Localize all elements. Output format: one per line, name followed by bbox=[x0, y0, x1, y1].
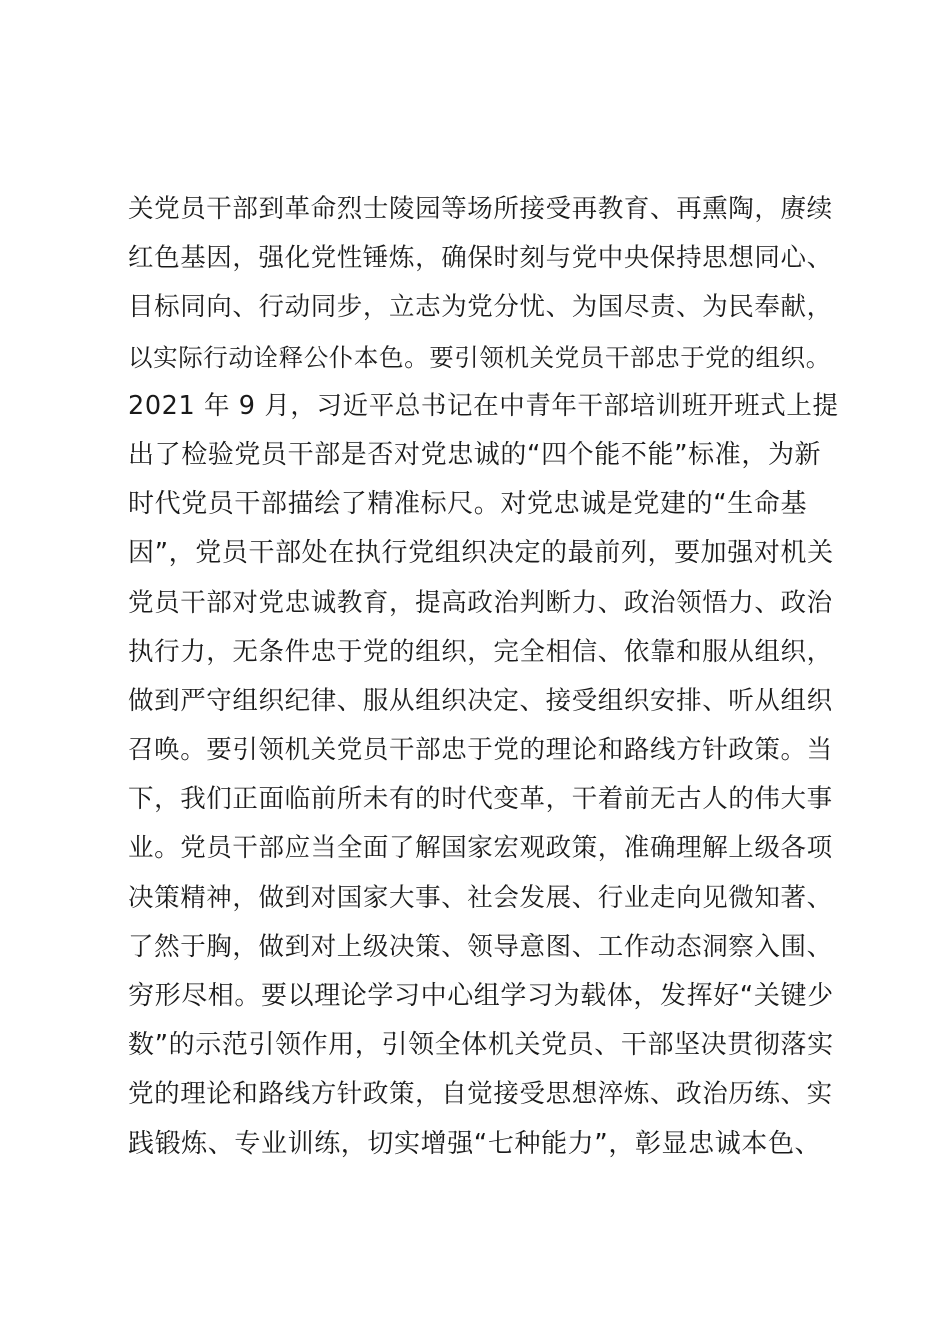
text-line: 红色基因，强化党性锤炼，确保时刻与党中央保持思想同心、 bbox=[128, 243, 833, 274]
text-line: 业。党员干部应当全面了解国家宏观政策，准确理解上级各项 bbox=[128, 833, 833, 864]
text-line: 做到严守组织纪律、服从组织决定、接受组织安排、听从组织 bbox=[128, 685, 833, 716]
text-line: 关党员干部到革命烈士陵园等场所接受再教育、再熏陶，赓续 bbox=[128, 194, 833, 224]
text-line: 目标同向、行动同步，立志为党分忧、为国尽责、为民奉献， bbox=[128, 292, 833, 323]
text-line: 因”，党员干部处在执行党组织决定的最前列，要加强对机关 bbox=[128, 538, 834, 569]
text-line: 践锻炼、专业训练，切实增强“七种能力”，彰显忠诚本色、 bbox=[128, 1128, 822, 1159]
text-line: 决策精神，做到对国家大事、社会发展、行业走向见微知著、 bbox=[128, 882, 833, 913]
text-line: 下，我们正面临前所未有的时代变革，干着前无古人的伟大事 bbox=[128, 784, 833, 815]
text-line: 出了检验党员干部是否对党忠诚的“四个能不能”标准，为新 bbox=[128, 439, 822, 470]
text-line: 以实际行动诠释公仆本色。要引领机关党员干部忠于党的组织。 bbox=[128, 342, 831, 372]
text-line: 2021 年 9 月，习近平总书记在中青年干部培训班开班式上提 bbox=[128, 390, 839, 421]
text-line: 数”的示范引领作用，引领全体机关党员、干部坚决贯彻落实 bbox=[128, 1030, 834, 1061]
text-line: 党员干部对党忠诚教育，提高政治判断力、政治领悟力、政治 bbox=[128, 587, 833, 618]
text-line: 召唤。要引领机关党员干部忠于党的理论和路线方针政策。当 bbox=[128, 735, 833, 766]
text-line: 穷形尽相。要以理论学习中心组学习为载体，发挥好“关键少 bbox=[128, 981, 834, 1011]
text-line: 执行力，无条件忠于党的组织，完全相信、依靠和服从组织， bbox=[128, 636, 833, 667]
text-line: 党的理论和路线方针政策，自觉接受思想淬炼、政治历练、实 bbox=[128, 1079, 833, 1110]
text-line: 了然于胸，做到对上级决策、领导意图、工作动态洞察入围、 bbox=[128, 931, 833, 962]
text-line: 时代党员干部描绘了精准标尺。对党忠诚是党建的“生命基 bbox=[128, 489, 808, 520]
body-text bbox=[128, 185, 838, 1169]
